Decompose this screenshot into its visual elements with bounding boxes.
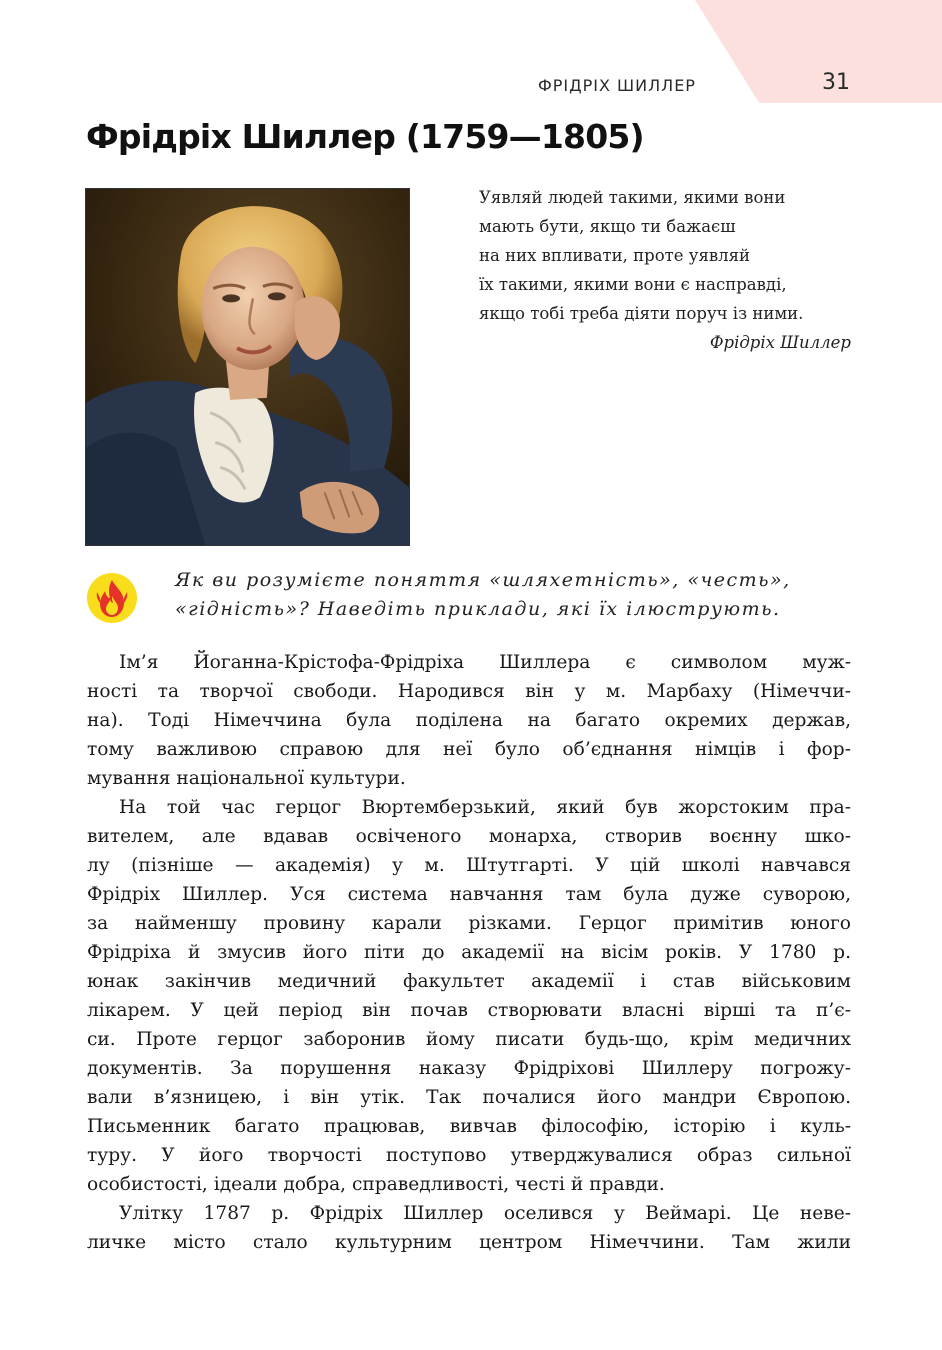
- body-line: за найменшу провину карали різками. Герцог примітив юного: [87, 913, 851, 934]
- epigraph-line: їх такими, якими вони є насправді,: [479, 275, 787, 294]
- body-line: На той час герцог Вюртемберзький, який був жорстоким пра-: [119, 797, 851, 818]
- body-line: Ім’я Йоганна-Крістофа-Фрідріха Шиллера є символом муж-: [119, 652, 851, 673]
- corner-tab: [695, 0, 942, 103]
- body-line: Письменник багато працював, вивчав філософію, історію і куль-: [87, 1116, 851, 1137]
- body-line: Фрідріх Шиллер. Уся система навчання там була дуже суворою,: [87, 884, 851, 905]
- portrait-painting: [86, 189, 409, 545]
- epigraph-author: Фрідріх Шиллер: [709, 333, 851, 352]
- page-title: Фрідріх Шиллер (1759—1805): [86, 117, 644, 156]
- epigraph-line: Уявляй людей такими, якими вони: [479, 188, 786, 207]
- body-line: мування національної культури.: [87, 768, 406, 789]
- epigraph-line: якщо тобі треба діяти поруч із ними.: [479, 304, 804, 323]
- body-line: си. Проте герцог заборонив йому писати будь-що, крім медичних: [87, 1029, 851, 1050]
- body-text: [87, 648, 851, 1257]
- body-line: личке місто стало культурним центром Німеччини. Там жили: [87, 1232, 851, 1253]
- body-line: ності та творчої свободи. Народився він у м. Марбаху (Німеччи-: [87, 681, 851, 702]
- body-line: Улітку 1787 р. Фрідріх Шиллер оселився у Веймарі. Це неве-: [119, 1203, 851, 1224]
- body-line: юнак закінчив медичний факультет академії і став військовим: [87, 971, 851, 992]
- body-line: особистості, ідеали добра, справедливості, честі й правди.: [87, 1174, 665, 1195]
- body-line: лікарем. У цей період він почав створювати власні вірші та п’є-: [87, 1000, 851, 1021]
- fire-icon: [86, 572, 138, 624]
- body-line: Фрідріха й змусив його піти до академії на вісім років. У 1780 р.: [87, 942, 851, 963]
- body-line: вителем, але вдавав освіченого монарха, створив воєнну шко-: [87, 826, 851, 847]
- page-number: 31: [822, 70, 850, 95]
- running-head: ФРІДРІХ ШИЛЛЕР: [538, 76, 696, 95]
- question-line: «гідність»? Наведіть приклади, які їх ілюструють.: [175, 598, 781, 620]
- discussion-question: [175, 566, 865, 624]
- body-line: лу (пізніше — академія) у м. Штутгарті. У цій школі навчався: [87, 855, 851, 876]
- epigraph-quote: [479, 183, 851, 357]
- body-line: на). Тоді Німеччина була поділена на багато окремих держав,: [87, 710, 851, 731]
- body-line: вали в’язницею, і він утік. Так почалися його мандри Європою.: [87, 1087, 851, 1108]
- question-line: Як ви розумієте поняття «шляхетність», «честь»,: [175, 569, 791, 591]
- body-line: тому важливою справою для неї було об’єднання німців і фор-: [87, 739, 851, 760]
- portrait-image: [85, 188, 410, 546]
- epigraph-line: мають бути, якщо ти бажаєш: [479, 217, 736, 236]
- epigraph-line: на них впливати, проте уявляй: [479, 246, 751, 265]
- body-line: документів. За порушення наказу Фрідріхові Шиллеру погрожу-: [87, 1058, 851, 1079]
- body-line: туру. У його творчості поступово утверджувалися образ сильної: [87, 1145, 851, 1166]
